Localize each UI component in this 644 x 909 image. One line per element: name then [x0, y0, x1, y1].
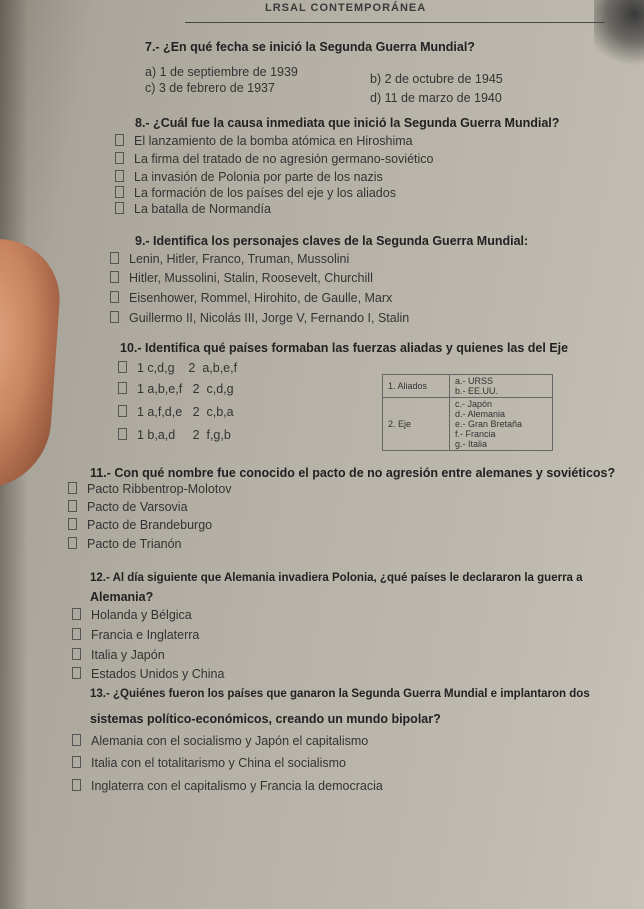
finger-photo-overlay	[0, 237, 64, 493]
q11-option[interactable]: Pacto de Trianón	[68, 537, 182, 551]
q10-option[interactable]: 1 a,b,e,f 2 c,d,g	[118, 382, 234, 396]
q9-option[interactable]: Hitler, Mussolini, Stalin, Roosevelt, Churchill	[110, 271, 373, 285]
q7-option-c[interactable]: c) 3 de febrero de 1937	[145, 81, 275, 95]
q8-option[interactable]: La firma del tratado de no agresión germano-soviético	[115, 152, 433, 166]
checkbox[interactable]	[115, 152, 124, 164]
checkbox[interactable]	[72, 779, 81, 791]
checkbox[interactable]	[110, 271, 119, 283]
q12-option[interactable]: Holanda y Bélgica	[72, 608, 192, 622]
checkbox[interactable]	[115, 202, 124, 214]
q12-option[interactable]: Estados Unidos y China	[72, 667, 224, 681]
question-8: 8.- ¿Cuál fue la causa inmediata que inició la Segunda Guerra Mundial?	[135, 116, 560, 130]
checkbox[interactable]	[68, 537, 77, 549]
q8-option[interactable]: La formación de los países del eje y los aliados	[115, 186, 396, 200]
q8-option[interactable]: La batalla de Normandía	[115, 202, 271, 216]
table-cell-eje: 2. Eje	[383, 398, 450, 451]
checkbox[interactable]	[72, 734, 81, 746]
checkbox[interactable]	[115, 134, 124, 146]
q12-option[interactable]: Italia y Japón	[72, 648, 165, 662]
checkbox[interactable]	[68, 482, 77, 494]
question-10: 10.- Identifica qué países formaban las fuerzas aliadas y quienes las del Eje	[120, 341, 569, 355]
q8-option[interactable]: El lanzamiento de la bomba atómica en Hiroshima	[115, 134, 413, 148]
question-11: 11.- Con qué nombre fue conocido el pacto de no agresión entre alemanes y soviéticos?	[90, 466, 616, 480]
q10-option[interactable]: 1 a,f,d,e 2 c,b,a	[118, 405, 234, 419]
checkbox[interactable]	[118, 382, 127, 394]
table-cell-countries-2: c.- Japón d.- Alemania e.- Gran Bretaña f.- Francia g.- Italia	[450, 398, 553, 451]
checkbox[interactable]	[118, 428, 127, 440]
checkbox[interactable]	[72, 648, 81, 660]
checkbox[interactable]	[72, 667, 81, 679]
question-13-line1: 13.- ¿Quiénes fueron los países que ganaron la Segunda Guerra Mundial e implantaron dos	[90, 688, 590, 700]
checkbox[interactable]	[110, 311, 119, 323]
table-cell-countries-1: a.- URSS b.- EE.UU.	[450, 375, 553, 398]
checkbox[interactable]	[118, 405, 127, 417]
alliance-table	[382, 374, 553, 451]
q10-option[interactable]: 1 b,a,d 2 f,g,b	[118, 428, 231, 442]
q10-option[interactable]: 1 c,d,g 2 a,b,e,f	[118, 361, 237, 375]
checkbox[interactable]	[110, 291, 119, 303]
q7-option-b[interactable]: b) 2 de octubre de 1945	[370, 72, 503, 86]
q13-option[interactable]: Alemania con el socialismo y Japón el capitalismo	[72, 734, 368, 748]
q13-option[interactable]: Inglaterra con el capitalismo y Francia la democracia	[72, 779, 383, 793]
checkbox[interactable]	[110, 252, 119, 264]
checkbox[interactable]	[72, 756, 81, 768]
q7-option-d[interactable]: d) 11 de marzo de 1940	[370, 91, 502, 105]
q8-option[interactable]: La invasión de Polonia por parte de los nazis	[115, 170, 383, 184]
question-12-line1: 12.- Al día siguiente que Alemania invadiera Polonia, ¿qué países le declararon la guerra a	[90, 572, 583, 584]
checkbox[interactable]	[72, 608, 81, 620]
q9-option[interactable]: Eisenhower, Rommel, Hirohito, de Gaulle, Marx	[110, 291, 392, 305]
q11-option[interactable]: Pacto Ribbentrop-Molotov	[68, 482, 232, 496]
checkbox[interactable]	[68, 518, 77, 530]
q9-option[interactable]: Lenin, Hitler, Franco, Truman, Mussolini	[110, 252, 349, 266]
question-12-line2: Alemania?	[90, 590, 154, 604]
q12-option[interactable]: Francia e Inglaterra	[72, 628, 199, 642]
header-title: LRSAL CONTEMPORÁNEA	[265, 2, 427, 14]
checkbox[interactable]	[118, 361, 127, 373]
q7-option-a[interactable]: a) 1 de septiembre de 1939	[145, 65, 298, 79]
question-13-line2: sistemas político-económicos, creando un mundo bipolar?	[90, 712, 441, 726]
checkbox[interactable]	[72, 628, 81, 640]
table-cell-aliados: 1. Aliados	[383, 375, 450, 398]
q9-option[interactable]: Guillermo II, Nicolás III, Jorge V, Fernando I, Stalin	[110, 311, 409, 325]
q11-option[interactable]: Pacto de Varsovia	[68, 500, 188, 514]
q13-option[interactable]: Italia con el totalitarismo y China el socialismo	[72, 756, 346, 770]
q11-option[interactable]: Pacto de Brandeburgo	[68, 518, 212, 532]
question-9: 9.- Identifica los personajes claves de la Segunda Guerra Mundial:	[135, 234, 529, 248]
checkbox[interactable]	[115, 186, 124, 198]
question-7: 7.- ¿En qué fecha se inició la Segunda Guerra Mundial?	[145, 40, 475, 54]
checkbox[interactable]	[115, 170, 124, 182]
checkbox[interactable]	[68, 500, 77, 512]
